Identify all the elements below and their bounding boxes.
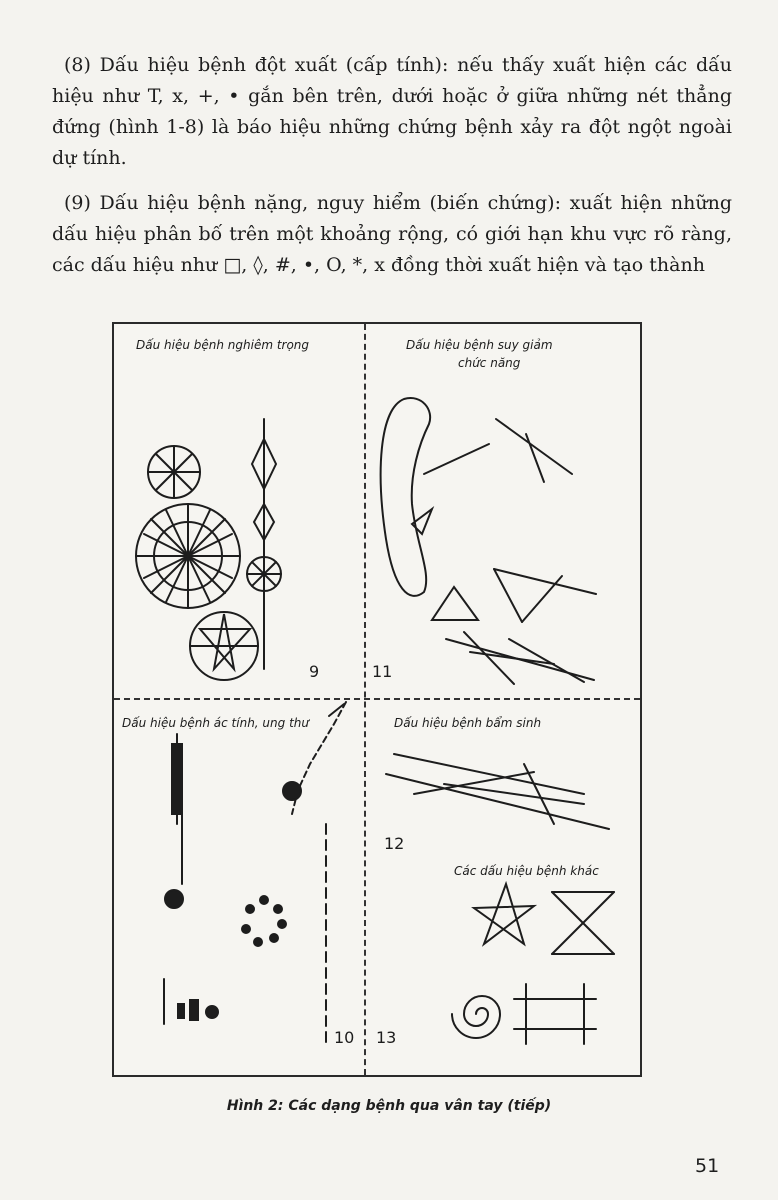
paragraph-8: (8) Dấu hiệu bệnh đột xuất (cấp tính): nếu thấy xuất hiện các dấu hiệu như T, x, +, • gắn bên trên, dưới hoặc ở giữa những nét thẳng đứng (hình 1-8) là báo hiệu những chứng bệnh xảy ra đột ngột ngoài dự tính. [52,54,732,169]
starburst-sign [136,504,240,608]
figure-number-11: 11 [372,662,393,681]
figure-number-10: 10 [334,1028,355,1047]
wheel-sign [148,446,200,498]
label-decline-1: Dấu hiệu bệnh suy giảm [406,338,553,352]
sketch-drawings [114,324,640,1075]
figure-number-9: 9 [309,662,320,681]
malignant-marks [164,702,346,1044]
label-other: Các dấu hiệu bệnh khác [454,864,599,878]
diamond-chain-sign [247,419,281,669]
paragraph-9: (9) Dấu hiệu bệnh nặng, nguy hiểm (biến chứng): xuất hiện những dấu hiệu phân bố trên một khoảng rộng, có giới hạn khu vực rõ ràng, các dấu hiệu như □, ◊, #, •, O, *, x đồng thời xuất hiện và tạo thành [52,192,732,276]
label-malignant: Dấu hiệu bệnh ác tính, ung thư [122,716,309,730]
fingerprint-figure [112,322,642,1077]
figure-caption: Hình 2: Các dạng bệnh qua vân tay (tiếp) [226,1098,552,1114]
label-congenital: Dấu hiệu bệnh bẩm sinh [394,716,542,730]
label-decline-2: chức năng [458,356,521,370]
star-circle-sign [190,612,258,680]
page-number: 51 [695,1155,720,1177]
figure-number-13: 13 [376,1028,397,1047]
label-serious: Dấu hiệu bệnh nghiêm trọng [136,338,310,352]
figure-number-12: 12 [384,834,405,853]
